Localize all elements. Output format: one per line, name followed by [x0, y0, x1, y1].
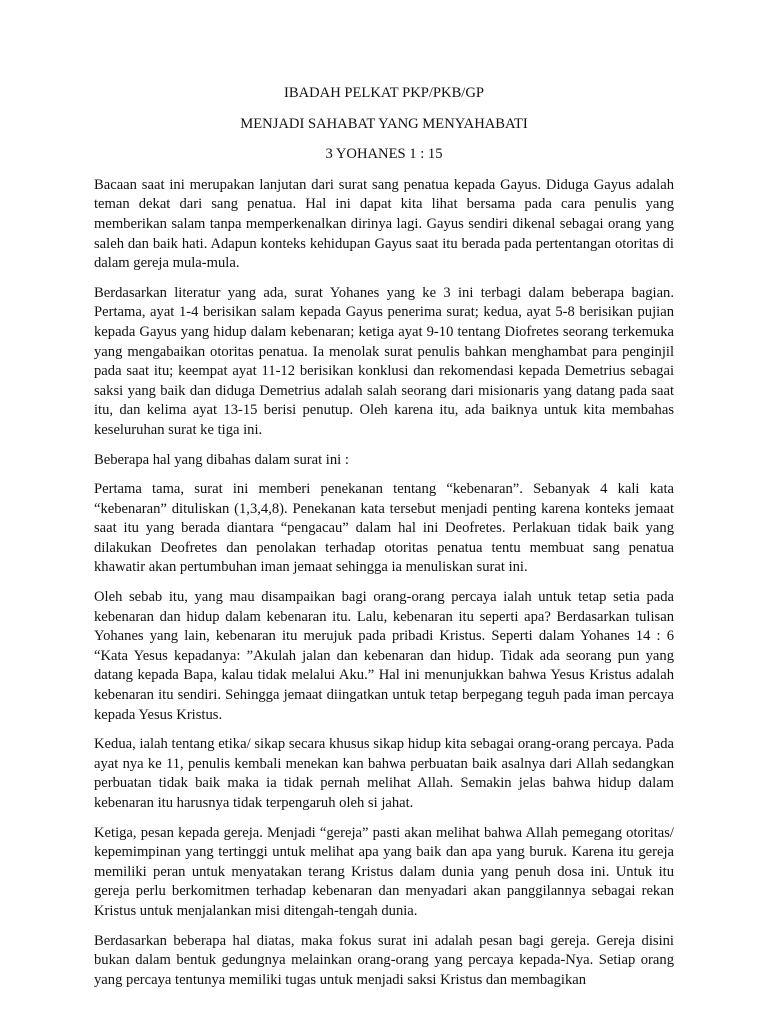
paragraph-first-point: Pertama tama, surat ini memberi penekanan tentang “kebenaran”. Sebanyak 4 kali kata “kebenaran” dituliskan (1,3,4,8). Penekanan kata tersebut menjadi penting karena konteks jemaat saat itu yang berada diantara “pengacau” dalam hal ini Deofretes. Perlakuan tidak baik yang dilakukan Deofretes dan penolakan terhadap otoritas penatua tentu membuat sang penatua khawatir akan pertumbuhan iman jemaat sehingga ia menuliskan surat ini.	[94, 481, 674, 576]
paragraph-intro: Bacaan saat ini merupakan lanjutan dari surat sang penatua kepada Gayus. Diduga Gayus adalah teman dekat dari sang penatua. Hal ini dapat kita lihat bersama pada cara penulis yang memberikan salam tanpa memperkenalkan dirinya lagi. Gayus sendiri dikenal sebagai orang yang saleh dan baik hati. Adapun konteks kehidupan Gayus saat itu berada pada pertentangan otoritas di dalam gereja mula-mula.	[94, 176, 674, 272]
paragraph-truth: Oleh sebab itu, yang mau disampaikan bagi orang-orang percaya ialah untuk tetap setia pada kebenaran dan hidup dalam kebenaran itu. Lalu, kebenaran itu seperti apa? Berdasarkan tulisan Yohanes yang lain, kebenaran itu merujuk pada pribadi Kristus. Seperti dalam Yohanes 14 : 6 “Kata Yesus kepadanya: ”Akulah jalan dan kebenaran dan hidup. Tidak ada seorang pun yang datang kepada Bapa, kalau tidak melalui Aku.” Hal ini menunjukkan bahwa Yesus Kristus adalah kebenaran itu sendiri. Sehingga jemaat diingatkan untuk tetap berpegang teguh pada iman percaya kepada Yesus Kristus.	[94, 589, 674, 723]
document-page	[94, 84, 674, 1000]
paragraph-second-point: Kedua, ialah tentang etika/ sikap secara khusus sikap hidup kita sebagai orang-orang percaya. Pada ayat nya ke 11, penulis kembali menekan kan bahwa perbuatan baik asalnya dari Allah sedangkan perbuatan tidak baik maka ia tidak pernah melihat Allah. Semakin jelas bahwa hidup dalam kebenaran itu harusnya tidak terpengaruh oleh si jahat.	[94, 736, 674, 811]
paragraph-third-point: Ketiga, pesan kepada gereja. Menjadi “gereja” pasti akan melihat bahwa Allah pemegang otoritas/ kepemimpinan yang tertinggi untuk melihat apa yang baik dan apa yang buruk. Karena itu gereja memiliki peran untuk menyatakan terang Kristus dalam dunia yang penuh dosa ini. Untuk itu gereja perlu berkomitmen terhadap kebenaran dan menyadari akan panggilannya sebagai rekan Kristus untuk menjalankan misi ditengah-tengah dunia.	[94, 824, 674, 919]
paragraph-structure: Berdasarkan literatur yang ada, surat Yohanes yang ke 3 ini terbagi dalam beberapa bagian. Pertama, ayat 1-4 berisikan salam kepada Gayus penerima surat; kedua, ayat 5-8 berisikan pujian kepada Gayus yang hidup dalam kebenaran; ketiga ayat 9-10 tentang Diofretes seorang terkemuka yang mengabaikan otoritas penatua. Ia menolak surat penulis bahkan menghambat para penginjil pada saat itu; keempat ayat 11-12 berisikan konklusi dan rekomendasi kepada Demetrius sebagai saksi yang baik dan diduga Demetrius adalah salah seorang dari misionaris yang datang pada saat itu, dan kelima ayat 13-15 berisi penutup. Oleh karena itu, ada baiknya untuk kita membahas keseluruhan surat ke tiga ini.	[94, 284, 674, 438]
document-title: IBADAH PELKAT PKP/PKB/GP	[283, 85, 485, 101]
paragraph-conclusion: Berdasarkan beberapa hal diatas, maka fokus surat ini adalah pesan bagi gereja. Gereja disini bukan dalam bentuk gedungnya melainkan orang-orang yang percaya kepada-Nya. Setiap orang yang percaya tentunya memiliki tugas untuk menjadi saksi Kristus dan membagikan	[94, 932, 674, 988]
paragraph-topics-lead: Beberapa hal yang dibahas dalam surat ini :	[94, 451, 349, 468]
scripture-reference: 3 YOHANES 1 : 15	[325, 146, 443, 163]
document-subtitle: MENJADI SAHABAT YANG MENYAHABATI	[240, 115, 528, 132]
